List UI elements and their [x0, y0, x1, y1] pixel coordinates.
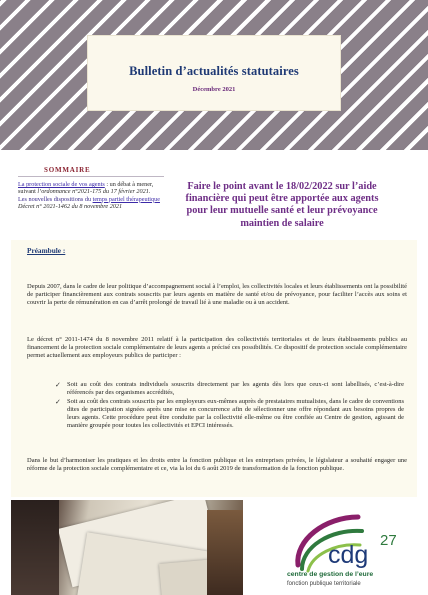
preamble-heading: Préambule : — [27, 246, 66, 255]
summary-item-reference: l’ordonnance n°2021-175 du 17 février 2021. — [37, 188, 151, 196]
summary-link-temps-partiel[interactable]: temps partiel thérapeutique — [92, 195, 160, 203]
summary-item-reference: Décret n° 2021-1462 du 8 novembre 2021 — [18, 202, 123, 210]
title-box — [88, 36, 340, 110]
paragraph-3: Dans le but d’harmoniser les pratiques et les droits entre la fonction publique et les entreprises privées, le législateur a souhaité engager une réforme de la protection sociale complémentaire et ce, via la loi du 6 août 2019 de transformation de la fonction publique. — [27, 457, 407, 473]
participation-options-list — [55, 381, 405, 432]
logo-organization-name: centre de gestion de l’eure — [287, 571, 374, 578]
logo-organization-subtitle: fonction publique territoriale — [287, 581, 361, 587]
bulletin-title: Bulletin d’actualités statutaires — [129, 64, 299, 78]
summary-section — [18, 166, 164, 210]
summary-title: SOMMAIRE — [44, 166, 91, 174]
header-banner — [0, 0, 428, 150]
bulletin-date: Décembre 2021 — [192, 86, 236, 93]
logo-number: 27 — [380, 532, 397, 549]
summary-link-protection-sociale[interactable]: La protection sociale de vos agents — [18, 181, 105, 188]
lead-headline: Faire le point avant le 18/02/2022 sur l’aide financière qui peut être apportée aux agents pour leur mutuelle santé et leur prévoyance maintien de salaire — [185, 181, 379, 229]
summary-item-text: Les nouvelles dispositions du — [18, 195, 93, 203]
summary-item-text: : un débat à mener, suivant — [18, 181, 154, 196]
documents-photo — [11, 500, 243, 595]
summary-divider — [18, 176, 164, 177]
list-item — [55, 381, 404, 397]
paragraph-2: Le décret n° 2011-1474 du 8 novembre 2011 relatif à la participation des collectivités territoriales et de leurs établissements publics au financement de la protection sociale complémentaire de leurs agents a précisé ces possibilités. Ce dispositif de protection sociale complémentaire permet actuellement aux employeurs publics de participer : — [27, 336, 407, 360]
checkmark-icon: ✓ — [55, 381, 61, 389]
list-item — [55, 398, 405, 430]
summary-item-protection-sociale — [18, 181, 164, 196]
paragraph-1: Depuis 2007, dans le cadre de leur politique d’accompagnement social à l’emploi, les collectivités locales et leurs établissements ont la possibilité de participer financièrement aux contrats souscrits par leurs agents en matière de santé et/ou de prévoyance, pour faciliter l’accès aux soins et couvrir la perte de rémunération en cas d’arrêt prolongé de travail lié à une maladie ou à un accident. — [27, 283, 407, 307]
list-item-text: Soit au coût des contrats souscrits par les employeurs eux-mêmes auprès de prestataires mutualistes, dans le cadre de conventions dites de participation signées après une mise en concurrence afin de sélectionner une offre répondant aux besoins propres de leurs agents. Cette procédure peut être conduite par la collectivité elle-même ou être confiée au Centre de gestion, agissant de manière groupée pour toutes les collectivités et EPCI intéressés. — [67, 398, 405, 430]
summary-item-temps-partiel — [18, 196, 164, 211]
logo-letters: cdg — [328, 541, 369, 569]
article-body — [11, 240, 417, 497]
list-item-text: Soit au coût des contrats individuels souscrits directement par les agents dès lors que ceux-ci sont labellisés, c’est-à-dire référencés par des organismes accrédités, — [67, 381, 404, 397]
checkmark-icon: ✓ — [55, 398, 61, 407]
